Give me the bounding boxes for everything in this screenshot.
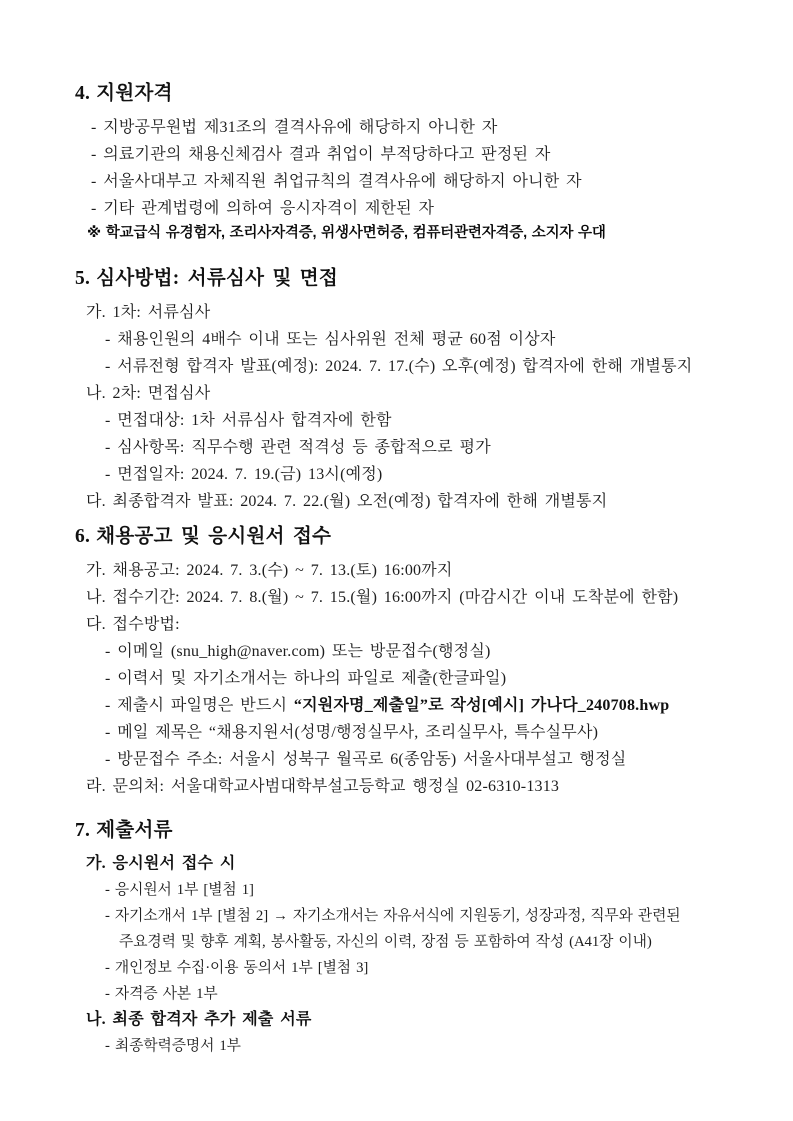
text-line: 라. 문의처: 서울대학교사범대학부설고등학교 행정실 02-6310-1313 [86,778,560,795]
text-line: - 자격증 사본 1부 [105,986,218,1002]
section-number: 7. [75,820,91,841]
document-body [75,80,753,1059]
text-line: - 지방공무원법 제31조의 결격사유에 해당하지 아니한 자 [91,119,498,136]
text-line: 가. 1차: 서류심사 [86,304,211,321]
text-line: - 심사항목: 직무수행 관련 적격성 등 종합적으로 평가 [105,439,491,456]
section-title: 심사방법: 서류심사 및 면접 [96,268,339,289]
section-title: 제출서류 [96,820,173,841]
section-number: 4. [75,83,91,104]
text-line: 나. 접수기간: 2024. 7. 8.(월) ~ 7. 15.(월) 16:00까지 (마감시간 이내 도착분에 한함) [86,589,679,606]
text-line: 가. 응시원서 접수 시 [86,855,236,872]
text-line: - 기타 관계법령에 의하여 응시자격이 제한된 자 [91,200,435,217]
text-line: - 이메일 (snu_high@naver.com) 또는 방문접수(행정실) [105,643,491,660]
section-heading [75,817,753,844]
text-line: - 개인정보 수집·이용 동의서 1부 [별첨 3] [105,960,369,976]
section-heading [75,80,753,107]
text-line: - 이력서 및 자기소개서는 하나의 파일로 제출(한글파일) [105,670,507,687]
section-5 [75,265,753,515]
text-line: 다. 최종합격자 발표: 2024. 7. 22.(월) 오전(예정) 합격자에 한해 개별통지 [86,493,608,510]
section-number: 6. [75,526,91,547]
section-title: 지원자격 [96,83,173,104]
text-line: 나. 최종 합격자 추가 제출 서류 [86,1011,312,1028]
section-6 [75,523,753,800]
text-line: 가. 채용공고: 2024. 7. 3.(수) ~ 7. 13.(토) 16:00까지 [86,562,453,579]
text-line: - 서류전형 합격자 발표(예정): 2024. 7. 17.(수) 오후(예정) 합격자에 한해 개별통지 [105,358,693,375]
section-heading [75,523,753,550]
text-line: - 자기소개서 1부 [별첨 2] → 자기소개서는 자유서식에 지원동기, 성장과정, 직무와 관련된 [105,908,681,924]
text-line: - 면접대상: 1차 서류심사 합격자에 한함 [105,412,392,429]
section-number: 5. [75,268,91,289]
note-line: ※ 학교급식 유경험자, 조리사자격증, 위생사면허증, 컴퓨터관련자격증, 소지자 우대 [87,225,606,241]
text-line: 나. 2차: 면접심사 [86,385,211,402]
text-line: 다. 접수방법: [86,616,180,633]
text-line: - 응시원서 1부 [별첨 1] [105,882,254,898]
text-line: - 방문접수 주소: 서울시 성북구 월곡로 6(종암동) 서울사대부설고 행정실 [105,751,627,768]
section-heading [75,265,753,292]
emphasized-text: “지원자명_제출일”로 작성[예시] 가나다_240708.hwp [293,697,670,714]
section-title: 채용공고 및 응시원서 접수 [96,526,332,547]
text-run: - 제출시 파일명은 반드시 [105,697,294,714]
text-line: - 최종학력증명서 1부 [105,1038,241,1054]
section-7 [75,817,753,1059]
text-line: - 면접일자: 2024. 7. 19.(금) 13시(예정) [105,466,383,483]
text-line: 주요경력 및 향후 계획, 봉사활동, 자신의 이력, 장점 등 포함하여 작성 (A41장 이내) [119,934,652,950]
text-line: - 채용인원의 4배수 이내 또는 심사위원 전체 평균 60점 이상자 [105,331,556,348]
text-line: - 서울사대부고 자체직원 취업규칙의 결격사유에 해당하지 아니한 자 [91,173,582,190]
text-line: - 의료기관의 채용신체검사 결과 취업이 부적당하다고 판정된 자 [91,146,551,163]
text-line [75,692,753,719]
section-4 [75,80,753,245]
text-line: - 메일 제목은 “채용지원서(성명/행정실무사, 조리실무사, 특수실무사) [105,724,599,741]
